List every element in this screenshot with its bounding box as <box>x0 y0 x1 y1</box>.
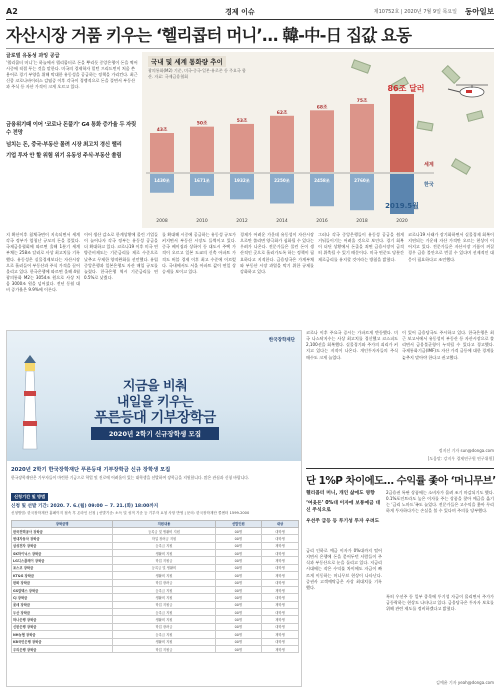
main-headline: 자산시장 거품 키우는 ‘헬리콥터 머니’… 韓-中-日 집값 요동 <box>6 26 412 45</box>
table-cell: 재학생 <box>262 542 299 549</box>
article-column: 금리 인하로 예금 이자가 0%대까지 떨어지면서 은행에 돈을 묻어두던 사람들이 주식과 부동산으로 눈을 돌리고 있다. 저금리 시대에는 작은 수익률 차이에도 자금이 빠르게 이동하는 머니무브 현상이 나타난다. 증권사 고객예탁금은 사상 최대치를 기록했다. <box>306 548 382 590</box>
table-cell: 00명 <box>215 594 261 601</box>
article-column: 코로나19 사태가 장기화하면서 실물경제 회복이 지연되는 가운데 자산 가격만 오르는 현상이 이어지고 있다. 전문가들은 자산시장 거품이 꺼질 경우 금융 불안으로 번질 수 있다며 선제적인 대응이 필요하다고 조언했다. <box>408 232 494 262</box>
table-row <box>12 527 299 534</box>
table-cell: 등록금 지원 <box>113 631 215 638</box>
ad-brand: 한국장학재단 <box>268 338 295 343</box>
world-bar-label: 75조 <box>356 98 368 104</box>
world-bar-label: 43조 <box>156 128 168 133</box>
table-cell: 대학생 <box>262 564 299 571</box>
table-cell: 현대자동차 장학금 <box>12 535 113 542</box>
world-bar <box>230 124 254 172</box>
world-bar-label: 68조 <box>316 105 328 111</box>
x-axis-tick: 2020 <box>396 219 408 224</box>
table-cell: KB국민은행 장학금 <box>12 638 113 645</box>
scholarship-advertisement <box>6 330 302 687</box>
table-cell: 대학생 <box>262 579 299 586</box>
article-kicker: 글로벌 유동성 과잉 공급 <box>6 53 60 59</box>
table-row <box>12 579 299 586</box>
page-number: A2 <box>6 7 18 16</box>
table-row <box>12 586 299 593</box>
table-cell: 대학생 <box>262 550 299 557</box>
subheads <box>6 122 138 165</box>
world-bar <box>310 110 334 172</box>
article-column: 2금융권 특판 상품에는 소비자가 몰려 조기 마감되기도 했다. 0.1%포인트라도 높은 이자를 주는 상품을 찾아 예금을 옮기는 ‘금리 노마드’족도 늘었다. 전문가들은 고수익을 좇아 무리하게 투자하다가는 손실을 볼 수 있다며 주의를 당부했다. <box>386 490 494 514</box>
table-cell: 00명 <box>215 601 261 608</box>
subhead: 헬리콥터 머니, 개인 삶에도 영향 <box>306 491 375 496</box>
ad-details <box>11 465 299 683</box>
world-bar <box>150 133 174 172</box>
divider <box>6 48 494 49</box>
table-cell: NH농협 장학금 <box>12 631 113 638</box>
article-author: 정지선 기자 sun@donga.com <box>438 448 494 453</box>
table-cell: 재학생 <box>262 645 299 652</box>
korea-bar-label: 2760조 <box>354 178 370 183</box>
table-cell: 재학생 <box>262 586 299 593</box>
subhead: 금융위기때 이어 ‘코로나 돈풀기’ G4 통화 증가율 두 자릿수 전망 <box>6 122 137 136</box>
table-cell: 등록금 지원 <box>113 586 215 593</box>
world-bar-label: 62조 <box>276 110 288 116</box>
article-column: 경제가 어려운 가운데 유동성이 자산시장으로만 쏠리면 양극화가 심화될 수 있다는 우려가 나온다. 전문가들은 풀린 돈이 생산적인 곳으로 흘러가도록 하는 정책이 필요하다고 지적한다. 금융당국은 가계부채와 부동산 시장 과열을 막기 위한 규제를 강화하고 있다. <box>240 232 314 274</box>
table-cell: 대학생 <box>262 623 299 630</box>
subhead: 우선주 급등 등 투기성 투자 우려도 <box>306 518 380 524</box>
ad-slogan-3: 푸른등대 기부장학금 <box>94 410 216 426</box>
table-cell: 00명 <box>215 564 261 571</box>
table-row <box>12 609 299 616</box>
article-column: 이어 생산 감소로 한계상황에 몰린 기업들이 늘어나자 각국 정부는 유동성 공급을 더 확대하고 있다. 코로나19 이후 미국 연방준비제도는 기준금리를 제로 수준으로 낮추고 무제한 양적완화를 선언했다. 유럽중앙은행과 일본은행도 자산 매입 규모를 늘렸다. 한국은행 역시 기준금리를 연 0.5%로 낮췄다. <box>84 232 158 280</box>
world-highlight-label: 86조 달러 <box>387 84 425 93</box>
table-cell: 생활비 지원 <box>113 594 215 601</box>
table-row <box>12 601 299 608</box>
table-cell: 00명 <box>215 535 261 542</box>
page-header <box>6 4 494 20</box>
table-cell: 신한은행 장학금 <box>12 623 113 630</box>
ad-title: 2020년 2학기 한국장학재단 푸른등대 기부장학금 신규 장학생 모집 <box>11 467 171 473</box>
table-cell: 한화 장학금 <box>12 579 113 586</box>
table-header: 지원내용 <box>113 520 215 527</box>
table-cell: 대학생 <box>262 594 299 601</box>
table-cell: 등록금 및 생활비 지원 <box>113 527 215 534</box>
table-cell: 00명 <box>215 623 261 630</box>
table-cell: 생활비 지원 <box>113 550 215 557</box>
table-row <box>12 542 299 549</box>
x-axis-tick: 2016 <box>316 219 328 224</box>
table-cell: 00명 <box>215 572 261 579</box>
table-cell: 학업 장려금 <box>113 623 215 630</box>
world-bar-label: 53조 <box>236 118 248 124</box>
table-header: 장학금명 <box>12 520 113 527</box>
table-cell: 00명 <box>215 609 261 616</box>
x-axis-tick: 2014 <box>276 219 288 224</box>
world-bar <box>350 104 374 172</box>
table-cell: 00명 <box>215 527 261 534</box>
issue-date: 제10752호 | 2020년 7월 9일 목요일 <box>373 9 458 15</box>
table-cell: 생활비 지원 <box>113 572 215 579</box>
x-axis-tick: 2008 <box>156 219 168 224</box>
table-cell: 생활비 지원 <box>113 616 215 623</box>
ad-info: 신청방법: 한국장학재단 홈페이지 접속 후 온라인 신청 | 선발기준: 소득 및 성적 기준 등 기부자 요청 사항 반영 | 문의: 한국장학재단 콜센터 1599-2000 <box>11 511 250 516</box>
table-cell: 00명 <box>215 579 261 586</box>
paper-logo: 동아일보 <box>465 7 494 16</box>
article-column: 를 확대해 시중에 공급하는 유동성 규모가 커지면서 부동산 시장도 들썩이고 있다. 중국 베이징과 상하이 등 대도시 주택 가격이 오르고 일본 도쿄의 신축 아파트 가격도 버블 경제 이후 최고 수준에 이르렀다. 국내에서도 서울 아파트 값이 연일 상승세를 보이고 있다. <box>162 232 236 274</box>
chart-title: 국내 및 세계 통화량 추이 <box>148 56 226 67</box>
article-column: 이 있어 금융당국도 주시하고 있다. 한국은행은 최근 보고서에서 유동성이 부동산 등 자산시장으로 쏠리면서 금융불균형이 누적될 수 있다고 경고했다. 국제통화기금(IMF)도 자산 가격 급등에 대한 경계를 늦추지 말아야 한다고 권고했다. <box>402 330 494 360</box>
table-cell: 대학생 <box>262 638 299 645</box>
section-title: 경제 이슈 <box>225 7 255 16</box>
ad-banner: 2020년 2학기 신규장학생 모집 <box>91 427 219 440</box>
ad-slogan-1: 지금을 비춰 <box>122 379 188 394</box>
korea-bar-label: 2458조 <box>314 178 330 183</box>
table-cell: LG디스플레이 장학금 <box>12 557 113 564</box>
korea-bar-label: 1430조 <box>154 178 170 183</box>
table-row <box>12 631 299 638</box>
chart-subtitle: 광의통화(M2) 기준, 미국·중국·일본·유로존 등 주요국 합산. 자료: 국제금융협회 <box>148 68 246 79</box>
world-bar-label: 50조 <box>196 121 208 127</box>
table-cell: 재학생 <box>262 572 299 579</box>
article-column: 지 확산이후 침체국면이 지속되면서 세계 각국 정부가 엄청난 규모의 돈을 풀었다. 국제금융협회에 따르면 올해 1분기 세계 부채는 258조 달러로 사상 최고치를 기록했다. 유동성은 실물경제보다는 자산시장으로 흘러들어 부동산과 주식 가격을 끌어올리고 있다. 한국은행에 따르면 올해 4월 광의통화 M2는 3054조 원으로 사상 처음 3000조 원을 넘어섰다. 전년 동월 대비 증가율은 9.9%에 이른다. <box>6 232 80 293</box>
table-row <box>12 535 299 542</box>
table-row <box>12 623 299 630</box>
table-cell: 학업 장려금 지원 <box>113 535 215 542</box>
table-cell: 00명 <box>215 638 261 645</box>
table-cell: 포스코 장학금 <box>12 564 113 571</box>
table-cell: 등록금 지원 <box>113 542 215 549</box>
article-column: 그러나 각국 중앙은행들이 유동성 공급을 쉽게 거둬들이기는 어려울 것으로 보인다. 경기 회복이 더딘 상황에서 돈줄을 죄면 금융시장이 급격히 위축될 수 있기 때문이다. 미국 연준도 당분간 제로금리를 유지할 것이라는 방침을 밝혔다. <box>318 232 404 262</box>
table-cell: 00명 <box>215 645 261 652</box>
article-column: 특히 우선주 등 일부 종목에 투기성 자금이 몰리면서 주가가 급등락하는 현상도 나타나고 있다. 금융당국은 투자자 보호를 위해 관련 제도를 정비하겠다고 밝혔다. <box>386 594 494 612</box>
table-cell: 학업 장려금 <box>113 579 215 586</box>
ad-description: 한국장학재단은 기부자들이 마련한 기금으로 학업 및 진로에 어려움이 있는 대학생을 선발하여 장학금을 지원합니다. 많은 관심과 신청 바랍니다. <box>11 475 250 480</box>
legend-world: 세계 <box>424 162 434 168</box>
legend-korea: 한국 <box>424 182 434 188</box>
table-header: 대상 <box>262 520 299 527</box>
table-cell: 한국전력공사 장학금 <box>12 527 113 534</box>
table-cell: SK하이닉스 장학금 <box>12 550 113 557</box>
article-column: 코로나 이후 주요국 증시는 가파르게 반등했다. 미국 나스닥지수는 사상 최고치를 경신했고 코스피도 2,100선을 회복했다. 실물경기와 주가의 괴리가 커지고 있다는 지적이 나온다. 개인투자자들의 주식 매수도 크게 늘었다. <box>306 330 398 360</box>
table-cell: GS칼텍스 장학금 <box>12 586 113 593</box>
table-cell: 학업 지원금 <box>113 645 215 652</box>
world-bar <box>190 127 214 172</box>
table-cell: 재학생 <box>262 616 299 623</box>
table-cell: 학업 지원금 <box>113 557 215 564</box>
subhead: 기업 투자 안 할 위험 위기 유동성 주식·부동산 쏠림 <box>6 153 122 160</box>
table-cell: 대학생 <box>262 535 299 542</box>
ad-hero <box>7 331 302 461</box>
article-credit: [도움말: 강지우 경제연구원 연구위원] <box>427 456 494 461</box>
table-row <box>12 550 299 557</box>
table-cell: 하나은행 장학금 <box>12 616 113 623</box>
subhead: ‘여윳돈’ 0%대 이자에 보통예금 대신 주식으로 <box>306 501 381 514</box>
table-cell: 00명 <box>215 557 261 564</box>
table-row <box>12 638 299 645</box>
table-row <box>12 616 299 623</box>
table-row <box>12 564 299 571</box>
money-supply-chart <box>142 52 494 228</box>
table-cell: 00명 <box>215 586 261 593</box>
ad-period: 신청 및 선발 기간: 2020. 7. 6.(월) 09:00 ~ 7. 21.(화) 18:00까지 <box>11 504 159 510</box>
table-row <box>12 645 299 652</box>
table-cell: 두산 장학금 <box>12 609 113 616</box>
korea-bar-label: 2250조 <box>274 178 290 183</box>
table-cell: 대학생 <box>262 609 299 616</box>
scholarship-table <box>11 520 299 654</box>
table-row <box>12 572 299 579</box>
table-row <box>12 557 299 564</box>
subhead: 넘치는 돈, 중국·부동산 몰려 시장 최고치 경신 랠리 <box>6 141 122 148</box>
second-headline: 단 1%P 차이에도… 수익률 좇아 ‘머니무브’ <box>306 468 494 487</box>
korea-bar-label: 1671조 <box>194 178 210 183</box>
x-axis-tick: 2018 <box>356 219 368 224</box>
x-axis-tick: 2010 <box>196 219 208 224</box>
table-cell: 00명 <box>215 631 261 638</box>
x-axis-tick: 2012 <box>236 219 248 224</box>
world-bar <box>390 94 414 172</box>
table-cell: 학업 지원금 <box>113 601 215 608</box>
table-cell: CJ 장학금 <box>12 594 113 601</box>
article-lede: ‘헬리콥터 머니’는 하늘에서 헬리콥터로 돈을 뿌리듯 중앙은행이 돈을 찍어 시중에 직접 푸는 것을 말한다. 미국의 경제학자 밀턴 프리드먼이 처음 쓴 용어로 경기 부양을 위해 막대한 유동성을 공급하는 정책을 가리킨다. 최근 신종 코로나바이러스 감염증 이후 각국이 경쟁적으로 돈을 풀면서 부동산과 주식 등 자산 가격이 크게 오르고 있다. <box>6 60 138 89</box>
table-cell: 생활비 지원 <box>113 638 215 645</box>
korea-bar-label: 1932조 <box>234 178 250 183</box>
table-cell: 재학생 <box>262 557 299 564</box>
table-cell: 00명 <box>215 550 261 557</box>
table-cell: 재학생 <box>262 631 299 638</box>
korea-bar <box>150 174 174 193</box>
table-cell: 대학생 <box>262 527 299 534</box>
table-cell: KT&G 장학금 <box>12 572 113 579</box>
korea-highlight-label: 2019.5월 <box>385 202 419 210</box>
table-cell: 롯데 장학금 <box>12 601 113 608</box>
table-cell: 00명 <box>215 616 261 623</box>
article-author: 김예윤 기자 yeah@donga.com <box>435 680 494 685</box>
helicopter-icon <box>448 85 488 97</box>
table-cell: 00명 <box>215 542 261 549</box>
table-cell: 재학생 <box>262 601 299 608</box>
table-cell: 우리은행 장학금 <box>12 645 113 652</box>
table-header: 선발인원 <box>215 520 261 527</box>
table-row <box>12 594 299 601</box>
ad-slogan-2: 내일을 키우는 <box>116 395 194 410</box>
ad-tag: 신청기간 및 방법 <box>11 493 48 501</box>
world-bar <box>270 116 294 172</box>
table-cell: 등록금 지원 <box>113 609 215 616</box>
table-cell: 등록금 및 생활비 <box>113 564 215 571</box>
table-cell: 삼성전자 장학금 <box>12 542 113 549</box>
second-subheads <box>306 490 382 528</box>
